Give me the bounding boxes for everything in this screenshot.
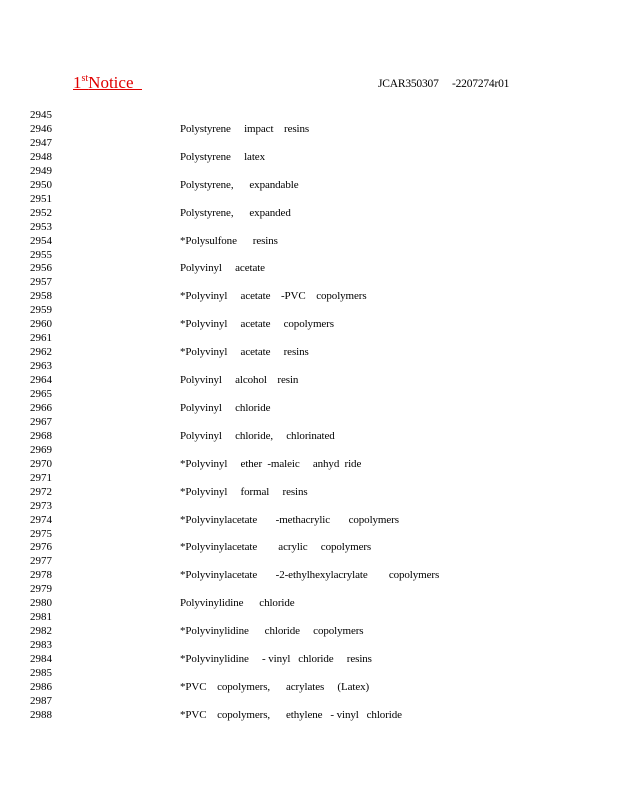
- line-number: 2954: [30, 234, 52, 247]
- line-number: 2966: [30, 401, 52, 414]
- entry-text: Polystyrene impact resins: [180, 122, 310, 135]
- entry-text: Polystyrene, expanded: [180, 206, 291, 219]
- entry-text: *Polyvinyl ether -maleic anhyd ride: [180, 457, 362, 470]
- entry-text: *Polyvinylacetate -methacrylic copolymers: [180, 513, 399, 526]
- line-number: 2959: [30, 304, 52, 317]
- entry-text: Polystyrene, expandable: [180, 178, 299, 191]
- line-number: 2980: [30, 597, 52, 610]
- line-number: 2958: [30, 290, 52, 303]
- line-number: 2984: [30, 653, 52, 666]
- line-number: 2976: [30, 541, 52, 554]
- entry-text: Polystyrene latex: [180, 150, 265, 163]
- line-number: 2973: [30, 499, 52, 512]
- entry-text: Polyvinyl chloride, chlorinated: [180, 429, 335, 442]
- line-number: 2945: [30, 109, 52, 121]
- line-number: 2965: [30, 388, 52, 400]
- entry-text: *Polyvinyl acetate resins: [180, 346, 309, 359]
- line-number: 2948: [30, 150, 52, 163]
- notice-number: 1: [73, 73, 82, 92]
- line-number: 2962: [30, 346, 52, 359]
- notice-word: Notice: [88, 73, 142, 92]
- line-number: 2979: [30, 583, 52, 596]
- line-number: 2951: [30, 192, 52, 205]
- entry-text: *Polysulfone resins: [180, 234, 278, 247]
- line-number: 2977: [30, 555, 52, 568]
- entry-text: *PVC copolymers, acrylates (Latex): [180, 680, 370, 693]
- line-number: 2969: [30, 443, 52, 456]
- entry-text: Polyvinyl alcohol resin: [180, 374, 299, 387]
- entry-text: *Polyvinylidine chloride copolymers: [180, 625, 364, 638]
- entry-text: *Polyvinylacetate -2-ethylhexylacrylate copolymers: [180, 569, 440, 582]
- line-number: 2970: [30, 457, 52, 470]
- line-number: 2986: [30, 680, 52, 693]
- notice-ordinal-suffix: st: [81, 73, 89, 84]
- entry-text: *Polyvinylidine - vinyl chloride resins: [180, 653, 372, 666]
- line-number: 2975: [30, 527, 52, 540]
- line-number: 2972: [30, 485, 52, 498]
- entry-text: Polyvinyl acetate: [180, 262, 265, 275]
- line-number: 2988: [30, 708, 52, 721]
- entry-text: *Polyvinyl formal resins: [180, 485, 308, 498]
- line-number: 2960: [30, 318, 52, 331]
- notice-heading: [73, 73, 142, 93]
- line-number: 2964: [30, 374, 52, 387]
- line-number: 2949: [30, 164, 52, 177]
- entry-text: Polyvinyl chloride: [180, 401, 271, 414]
- line-number: 2982: [30, 625, 52, 638]
- line-number: 2963: [30, 360, 52, 373]
- line-number: 2953: [30, 220, 52, 233]
- line-number: 2950: [30, 178, 52, 191]
- line-number: 2968: [30, 429, 52, 442]
- line-number: 2971: [30, 471, 52, 484]
- line-number: 2947: [30, 136, 52, 149]
- line-number: 2967: [30, 415, 52, 428]
- line-number: 2946: [30, 122, 52, 135]
- document-id: JCAR350307 -2207274r01: [378, 78, 510, 90]
- line-number: 2952: [30, 206, 52, 219]
- line-number: 2955: [30, 248, 52, 261]
- line-number: 2983: [30, 639, 52, 652]
- line-number: 2985: [30, 667, 52, 679]
- entry-text: *Polyvinylacetate acrylic copolymers: [180, 541, 372, 554]
- line-number: 2956: [30, 262, 52, 275]
- line-number: 2978: [30, 569, 52, 582]
- entry-text: *Polyvinyl acetate copolymers: [180, 318, 334, 331]
- entry-text: *PVC copolymers, ethylene - vinyl chloride: [180, 708, 402, 721]
- line-number: 2961: [30, 332, 52, 345]
- line-number: 2981: [30, 611, 52, 624]
- line-number: 2957: [30, 276, 52, 289]
- entry-text: *Polyvinyl acetate -PVC copolymers: [180, 290, 367, 303]
- line-number: 2974: [30, 513, 52, 526]
- line-number: 2987: [30, 694, 52, 707]
- entry-text: Polyvinylidine chloride: [180, 597, 295, 610]
